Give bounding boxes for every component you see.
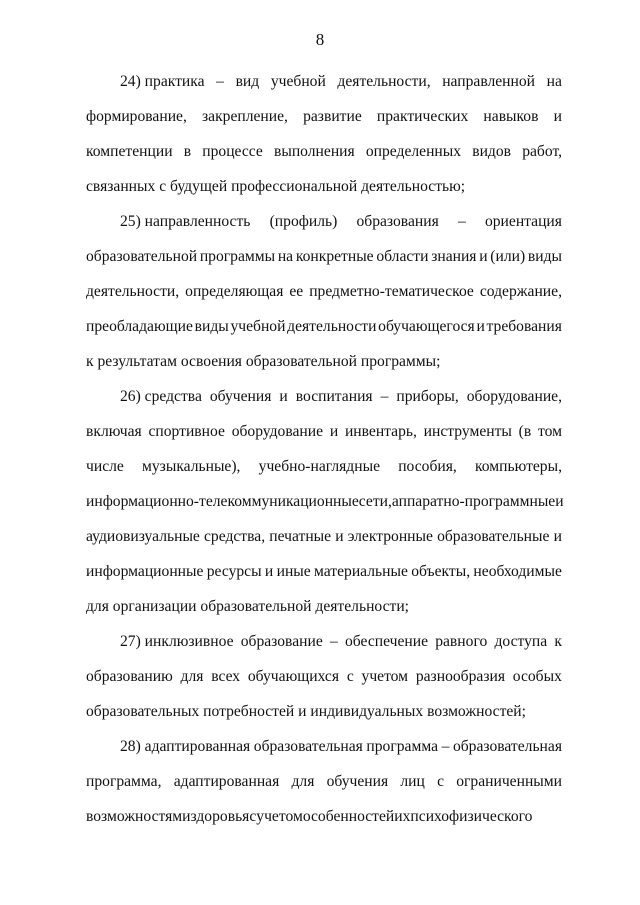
word: на — [546, 73, 562, 90]
word: к — [554, 633, 562, 650]
word: и — [553, 108, 562, 125]
word: лиц — [400, 773, 425, 790]
text-line — [86, 169, 562, 204]
word: процессе — [202, 143, 263, 160]
word: учебно-наглядные — [258, 458, 380, 475]
word: аппаратно-программные — [391, 493, 556, 510]
word: виды — [527, 248, 562, 265]
word: связанных с будущей профессиональной деятельностью; — [86, 178, 466, 195]
text-line — [86, 729, 562, 764]
word: программа — [366, 738, 439, 755]
definition-item — [86, 64, 562, 204]
word: с — [346, 668, 354, 685]
word: 27) инклюзивное — [120, 633, 234, 650]
word: программа, — [86, 773, 162, 790]
word: учебной — [230, 318, 286, 335]
word: области — [376, 248, 429, 265]
text-line — [86, 589, 562, 624]
text-line — [86, 134, 562, 169]
word: знания — [431, 248, 477, 265]
word: образование — [240, 633, 323, 650]
word: с — [437, 773, 445, 790]
word: пособия, — [398, 458, 457, 475]
text-line — [86, 274, 562, 309]
word: 28) адаптированная — [120, 738, 251, 755]
page-number: 8 — [315, 30, 325, 49]
word: учетом — [361, 668, 409, 685]
text-line — [86, 659, 562, 694]
word: на — [277, 248, 294, 265]
word: ресурсы — [206, 563, 262, 580]
text-line — [86, 309, 562, 344]
word: ориентация — [484, 213, 562, 230]
word: психофизического — [410, 808, 533, 825]
text-line — [86, 519, 562, 554]
word: обеспечение — [344, 633, 428, 650]
word: приборы, — [396, 388, 459, 405]
word: информационно-телекоммуникационные — [86, 493, 359, 510]
word: в — [183, 143, 192, 160]
word: выполнения — [274, 143, 355, 160]
word: включая — [86, 423, 142, 440]
word: доступа — [494, 633, 548, 650]
word: к результатам освоения образовательной программы; — [86, 353, 441, 370]
word: обучения — [326, 773, 389, 790]
word: – — [329, 633, 338, 650]
word: информационные — [86, 563, 204, 580]
word: видов — [472, 143, 512, 160]
text-line — [86, 694, 562, 729]
word: обучения — [209, 388, 272, 405]
word: необходимые — [473, 563, 562, 580]
word: особенностей — [302, 808, 395, 825]
word: закрепление, — [202, 108, 288, 125]
text-line — [86, 414, 562, 449]
word: компетенции — [86, 143, 173, 160]
word: обучающихся — [247, 668, 340, 685]
word: и — [476, 318, 485, 335]
word: предметно-тематическое — [309, 283, 474, 300]
word: и — [279, 388, 288, 405]
word: – — [216, 73, 224, 90]
word: (или) — [490, 248, 526, 265]
word: средства, — [204, 528, 266, 545]
word: сети, — [358, 493, 392, 510]
word: (в — [518, 423, 532, 440]
word: музыкальные), — [142, 458, 241, 475]
document-body — [86, 64, 562, 834]
word: и — [335, 528, 344, 545]
definition-item — [86, 624, 562, 729]
word: особых — [512, 668, 562, 685]
word: – — [441, 738, 450, 755]
word: (профиль) — [269, 213, 338, 230]
word: требования — [486, 318, 562, 335]
word: электронные — [347, 528, 433, 545]
word: ограниченными — [456, 773, 562, 790]
word: компьютеры, — [475, 458, 562, 475]
word: виды — [194, 318, 229, 335]
word: объекты, — [411, 563, 471, 580]
word: определяющая — [185, 283, 284, 300]
word: инструменты — [423, 423, 512, 440]
word: разнообразия — [415, 668, 505, 685]
word: воспитания — [295, 388, 373, 405]
text-line — [86, 554, 562, 589]
word: преобладающие — [86, 318, 193, 335]
word: иные — [276, 563, 311, 580]
text-line — [86, 799, 562, 834]
word: образовательная — [452, 738, 562, 755]
word: – — [380, 388, 389, 405]
word: оборудование — [231, 423, 324, 440]
word: определенных — [365, 143, 462, 160]
definition-item — [86, 729, 562, 834]
text-line — [86, 764, 562, 799]
word: учебной — [270, 73, 326, 90]
word: содержание, — [479, 283, 562, 300]
text-line — [86, 204, 562, 239]
word: вид — [235, 73, 260, 90]
word: программы — [199, 248, 276, 265]
word: и — [329, 423, 339, 440]
word: инвентарь, — [344, 423, 417, 440]
word: образования — [356, 213, 439, 230]
word: 24) практика — [120, 73, 205, 90]
word: образованию — [86, 668, 173, 685]
word: формирование, — [86, 108, 187, 125]
word: развитие — [303, 108, 362, 125]
word: навыков — [483, 108, 539, 125]
word: здоровья — [190, 808, 250, 825]
word: и — [264, 563, 274, 580]
word: практических — [376, 108, 469, 125]
word: деятельности, — [337, 73, 431, 90]
word: всех — [211, 668, 241, 685]
word: ее — [289, 283, 304, 300]
word: образовательных потребностей и индивидуальных возможностей; — [86, 703, 526, 720]
word: спортивное — [148, 423, 225, 440]
word: 25) направленность — [120, 213, 251, 230]
text-line — [86, 624, 562, 659]
word: направленной — [442, 73, 536, 90]
text-line — [86, 239, 562, 274]
word: и — [553, 528, 562, 545]
word: для — [180, 668, 204, 685]
word: конкретные — [295, 248, 374, 265]
word: – — [457, 213, 466, 230]
word: и — [479, 248, 488, 265]
word: обучающегося — [378, 318, 475, 335]
text-line — [86, 484, 562, 519]
word: том — [538, 423, 562, 440]
word: оборудование, — [466, 388, 562, 405]
word: материальные — [314, 563, 408, 580]
text-line — [86, 99, 562, 134]
word: числе — [86, 458, 124, 475]
word: адаптированная — [173, 773, 280, 790]
word: работ, — [522, 143, 562, 160]
word: аудиовизуальные — [86, 528, 200, 545]
word: и — [555, 493, 564, 510]
word: образовательные — [437, 528, 550, 545]
text-line — [86, 379, 562, 414]
word: 26) средства — [120, 388, 202, 405]
word: для организации образовательной деятельности; — [86, 598, 410, 615]
word: с — [249, 808, 257, 825]
word: образовательная — [253, 738, 363, 755]
word: возможностями — [86, 808, 191, 825]
word: равного — [435, 633, 488, 650]
word: деятельности — [287, 318, 377, 335]
word: образовательной — [86, 248, 198, 265]
definition-item — [86, 379, 562, 624]
text-line — [86, 449, 562, 484]
text-line — [86, 344, 562, 379]
word: печатные — [269, 528, 332, 545]
text-line — [86, 64, 562, 99]
word: их — [394, 808, 411, 825]
word: деятельности, — [86, 283, 180, 300]
word: для — [291, 773, 315, 790]
definition-item — [86, 204, 562, 379]
word: учетом — [256, 808, 303, 825]
